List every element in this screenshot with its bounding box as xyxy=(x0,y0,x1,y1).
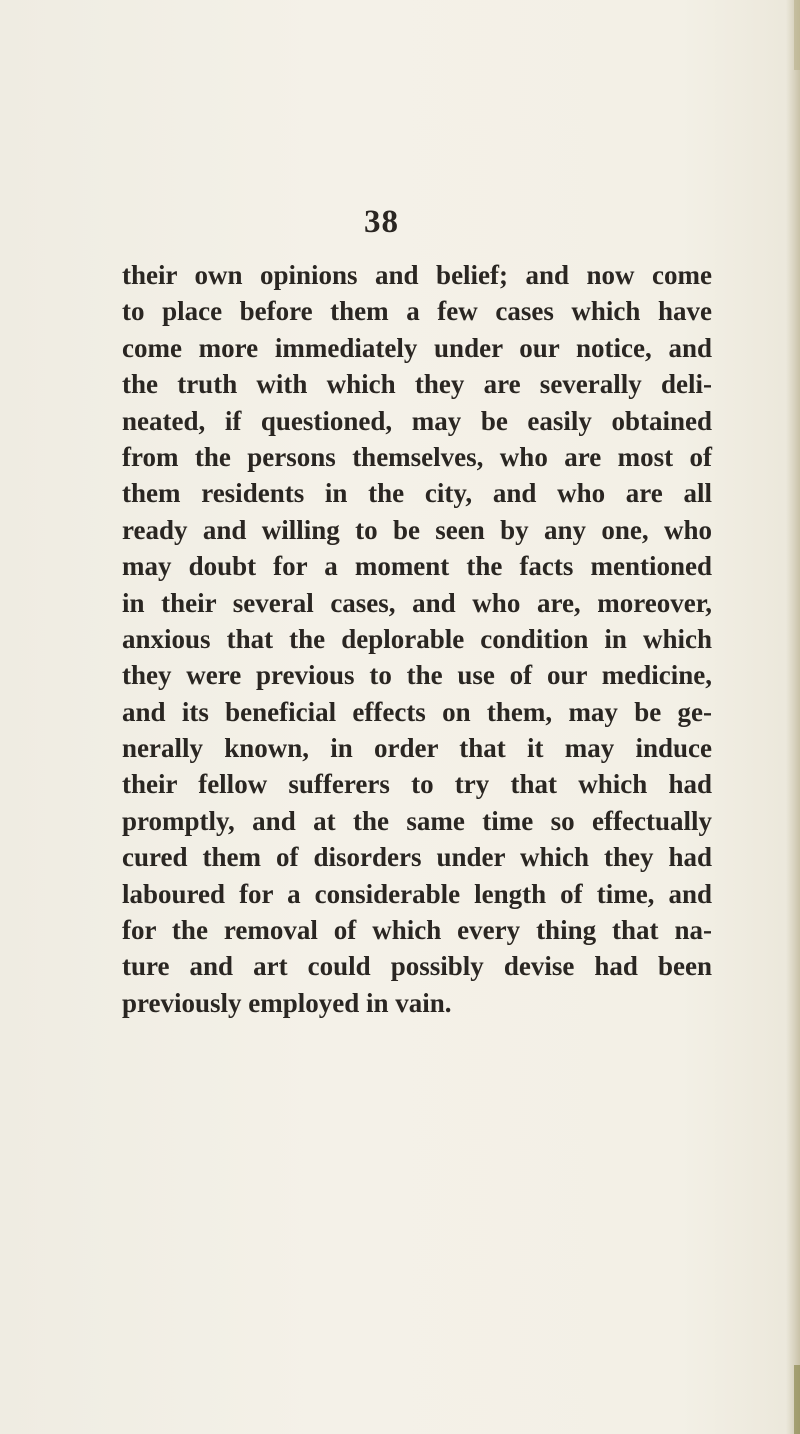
text-line: their own opinions and belief; and now come xyxy=(122,260,712,290)
text-line: nerally known, in order that it may induce xyxy=(122,733,712,764)
text-line: previously employed in vain. xyxy=(122,987,452,1018)
text-line: for the removal of which every thing that na- xyxy=(122,915,712,946)
text-line: ready and willing to be seen by any one, who xyxy=(122,514,712,545)
text-line: to place before them a few cases which have xyxy=(122,296,712,327)
page-edge-mark-bottom xyxy=(794,1365,800,1434)
text-line: come more immediately under our notice, and xyxy=(122,332,712,363)
text-line: their fellow sufferers to try that which had xyxy=(122,769,712,800)
page-number: 38 xyxy=(364,204,399,240)
text-line: and its beneficial effects on them, may be ge- xyxy=(122,696,712,727)
page-edge-shadow xyxy=(786,0,800,1434)
body-text xyxy=(122,257,712,1021)
text-line: the truth with which they are severally deli- xyxy=(122,369,712,400)
text-line: neated, if questioned, may be easily obtained xyxy=(122,405,712,436)
text-line: ture and art could possibly devise had been xyxy=(122,951,712,982)
text-line: they were previous to the use of our medicine, xyxy=(122,660,712,691)
text-line: in their several cases, and who are, moreover, xyxy=(122,587,712,618)
text-line: promptly, and at the same time so effectually xyxy=(122,805,712,836)
text-line: may doubt for a moment the facts mentioned xyxy=(122,551,712,582)
page-edge-mark-top xyxy=(794,0,800,70)
text-line: anxious that the deplorable condition in which xyxy=(122,623,712,654)
text-line: from the persons themselves, who are most of xyxy=(122,441,712,472)
text-line: laboured for a considerable length of time, and xyxy=(122,878,712,909)
text-line: them residents in the city, and who are all xyxy=(122,478,712,509)
text-line: cured them of disorders under which they had xyxy=(122,842,712,873)
